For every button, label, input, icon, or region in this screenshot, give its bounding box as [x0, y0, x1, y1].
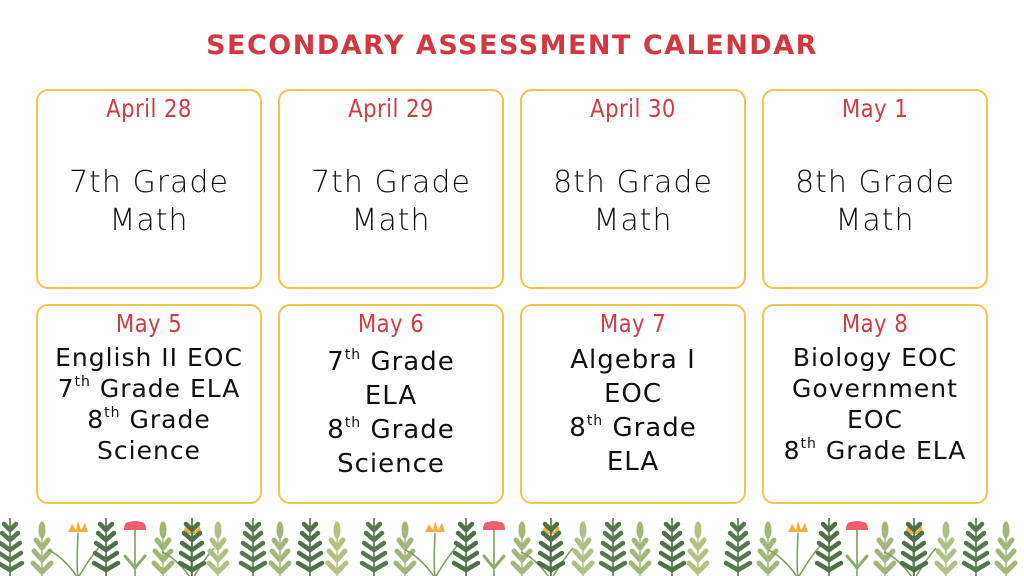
- card-date: May 5: [115, 309, 183, 338]
- calendar-card-april-30: [520, 89, 746, 289]
- card-assessment: 8th Grade Math: [553, 165, 713, 238]
- card-assessment: Algebra I EOC 8th Grade ELA: [569, 345, 697, 477]
- card-date: May 7: [599, 309, 667, 338]
- card-date: May 8: [841, 309, 909, 338]
- page-title: SECONDARY ASSESSMENT CALENDAR: [206, 30, 818, 61]
- calendar-card-may-7: [520, 304, 746, 504]
- card-assessment: English II EOC 7th Grade ELA 8th Grade Science: [55, 343, 243, 465]
- card-assessment: 8th Grade Math: [795, 165, 955, 238]
- calendar-card-may-6: [278, 304, 504, 504]
- card-date: April 30: [590, 94, 676, 123]
- calendar-card-april-29: [278, 89, 504, 289]
- card-assessment: 7th Grade ELA 8th Grade Science: [327, 347, 455, 479]
- card-date: May 6: [357, 309, 425, 338]
- card-assessment: 7th Grade Math: [311, 165, 471, 238]
- card-assessment: Biology EOC Government EOC 8th Grade ELA: [783, 343, 967, 465]
- card-assessment: 7th Grade Math: [69, 165, 229, 238]
- calendar-card-may-1: [762, 89, 988, 289]
- card-date: May 1: [841, 94, 909, 123]
- card-date: April 29: [348, 94, 434, 123]
- floral-meadow-icon: [0, 508, 1024, 576]
- calendar-card-may-5: [36, 304, 262, 504]
- calendar-card-april-28: [36, 89, 262, 289]
- card-date: April 28: [106, 94, 192, 123]
- calendar-card-may-8: [762, 304, 988, 504]
